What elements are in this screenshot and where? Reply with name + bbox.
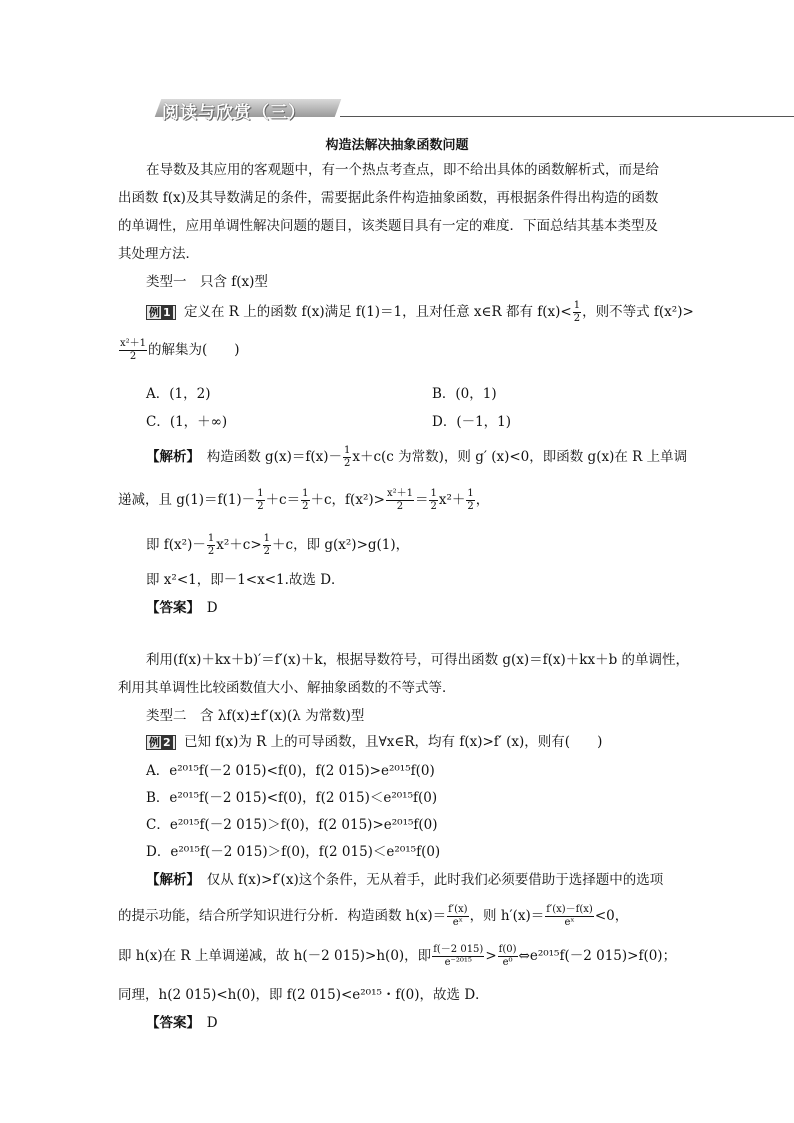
example2-analysis-3: 即 h(x)在 R 上单调递减，故 h(－2 015)>h(0)，即 $\frac{f(-2 015)}{\text{e⁻²⁰¹⁵}}$ > $\frac{f(0)}{\text{e⁰}}$ ⇔e²⁰¹⁵f(－2 015)>f(0)； [118,944,677,968]
example1-option-d: D．(－1，1) [432,414,512,430]
fraction: $\frac{1}{2}$ [302,488,309,512]
example1-option-b: B．(0，1) [432,386,497,402]
example2-option-b: B．e²⁰¹⁵f(－2 015)<f(0)，f(2 015)＜e²⁰¹⁵f(0) [146,790,438,806]
example2-answer: 【答案】 D [146,1015,218,1031]
fraction: $\frac{f'(x)-f(x)}{\text{eˣ}}$ [546,904,593,928]
example1-analysis-3: 即 f(x²)－ $\frac{1}{2}$ x²＋c> $\frac{1}{2}$ ＋c，即 g(x²)>g(1)， [146,533,410,557]
fraction: $\frac{1}{2}$ [343,445,351,469]
example2-option-c: C．e²⁰¹⁵f(－2 015)＞f(0)，f(2 015)>e²⁰¹⁵f(0) [146,817,438,833]
intro-line-1: 在导数及其应用的客观题中，有一个热点考查点，即不给出具体的函数解析式，而是给 [146,162,659,178]
fraction: $\frac{\text{x²＋1}}{2}$ [386,488,413,512]
fraction: $\frac{1}{2}$ [467,488,474,512]
section-title: 阅读与欣赏（三） [162,103,306,123]
fraction: $\frac{1}{2}$ [207,533,215,557]
intro-line-2: 出函数 f(x)及其导数满足的条件，需要据此条件构造抽象函数，再根据条件得出构造的函数 [118,190,659,206]
example2-analysis-4: 同理，h(2 015)<h(0)，即 f(2 015)<e²⁰¹⁵・f(0)，故选 D． [118,987,489,1003]
type1-heading: 类型一 只含 f(x)型 [146,274,268,290]
intro-line-4: 其处理方法． [118,246,199,262]
example1-option-c: C．(1，＋∞) [146,414,228,430]
section-header [150,99,710,123]
bridge-line-1: 利用(f(x)＋kx＋b)′＝f′(x)＋k，根据导数符号，可得出函数 g(x)＝f(x)＋kx＋b 的单调性， [146,652,690,668]
example1-analysis-1: 【解析】 构造函数 g(x)＝f(x)－ $\frac{1}{2}$ x＋c(c 为常数)，则 g′ (x)<0，即函数 g(x)在 R 上单调 [146,445,688,469]
example2-option-d: D．e²⁰¹⁵f(－2 015)＞f(0)，f(2 015)＜e²⁰¹⁵f(0) [146,844,441,860]
example1-tag: 例 1 [146,305,176,320]
example1-question: 例 1 定义在 R 上的函数 f(x)满足 f(1)＝1，且对任意 x∈R 都有 f(x)< $\frac{1}{2}$ ，则不等式 f(x²)> [146,300,694,325]
example2-analysis-2: 的提示功能，结合所学知识进行分析．构造函数 h(x)＝ $\frac{f'(x)}{\text{eˣ}}$ ，则 h′(x)＝ $\frac{f'(x)-f(x)}{\text{eˣ}}$ <0， [118,904,629,928]
fraction: $\frac{1}{2}$ [430,488,437,512]
intro-line-3: 的单调性，应用单调性解决问题的题目，该类题目具有一定的难度．下面总结其基本类型及 [118,218,658,234]
example1-question-cont: $\frac{\text{x²＋1}}{2}$ 的解集为( ) [120,338,240,362]
example2-question: 例 2 已知 f(x)为 R 上的可导函数，且∀x∈R，均有 f(x)>f′ (x)，则有( ) [146,730,602,750]
type2-heading: 类型二 含 λf(x)±f′(x)(λ 为常数)型 [146,708,365,724]
example2-option-a: A．e²⁰¹⁵f(－2 015)<f(0)，f(2 015)>e²⁰¹⁵f(0) [146,763,435,779]
fraction: $\frac{1}{2}$ [573,300,581,324]
example1-analysis-2: 递减，且 g(1)＝f(1)－ $\frac{1}{2}$ ＋c＝ $\frac{1}{2}$ ＋c，f(x²)> $\frac{\text{x²＋1}}{2}$ ＝ $\frac{1}{2}$ x²＋ $\frac{1}{2}$ ， [118,488,490,512]
article-subtitle: 构造法解决抽象函数问题 [325,138,469,153]
fraction: $\frac{1}{2}$ [263,533,271,557]
fraction: $\frac{f(-2 015)}{\text{e⁻²⁰¹⁵}}$ [433,944,484,968]
fraction: $\frac{f(0)}{\text{e⁰}}$ [498,944,517,968]
fraction: $\frac{1}{2}$ [257,488,264,512]
example1-answer: 【答案】 D [146,600,218,616]
example2-analysis-1: 【解析】 仅从 f(x)>f′(x)这个条件，无从着手，此时我们必须要借助于选择题中的选项 [146,872,664,888]
example1-option-a: A．(1，2) [146,386,211,402]
fraction: $\frac{f'(x)}{\text{eˣ}}$ [448,904,468,928]
example2-tag: 例 2 [146,735,176,750]
fraction: $\frac{\text{x²＋1}}{2}$ [120,338,147,362]
header-rule [340,116,794,117]
example1-analysis-4: 即 x²<1，即－1<x<1.故选 D． [146,572,345,588]
bridge-line-2: 利用其单调性比较函数值大小、解抽象函数的不等式等． [118,680,456,696]
